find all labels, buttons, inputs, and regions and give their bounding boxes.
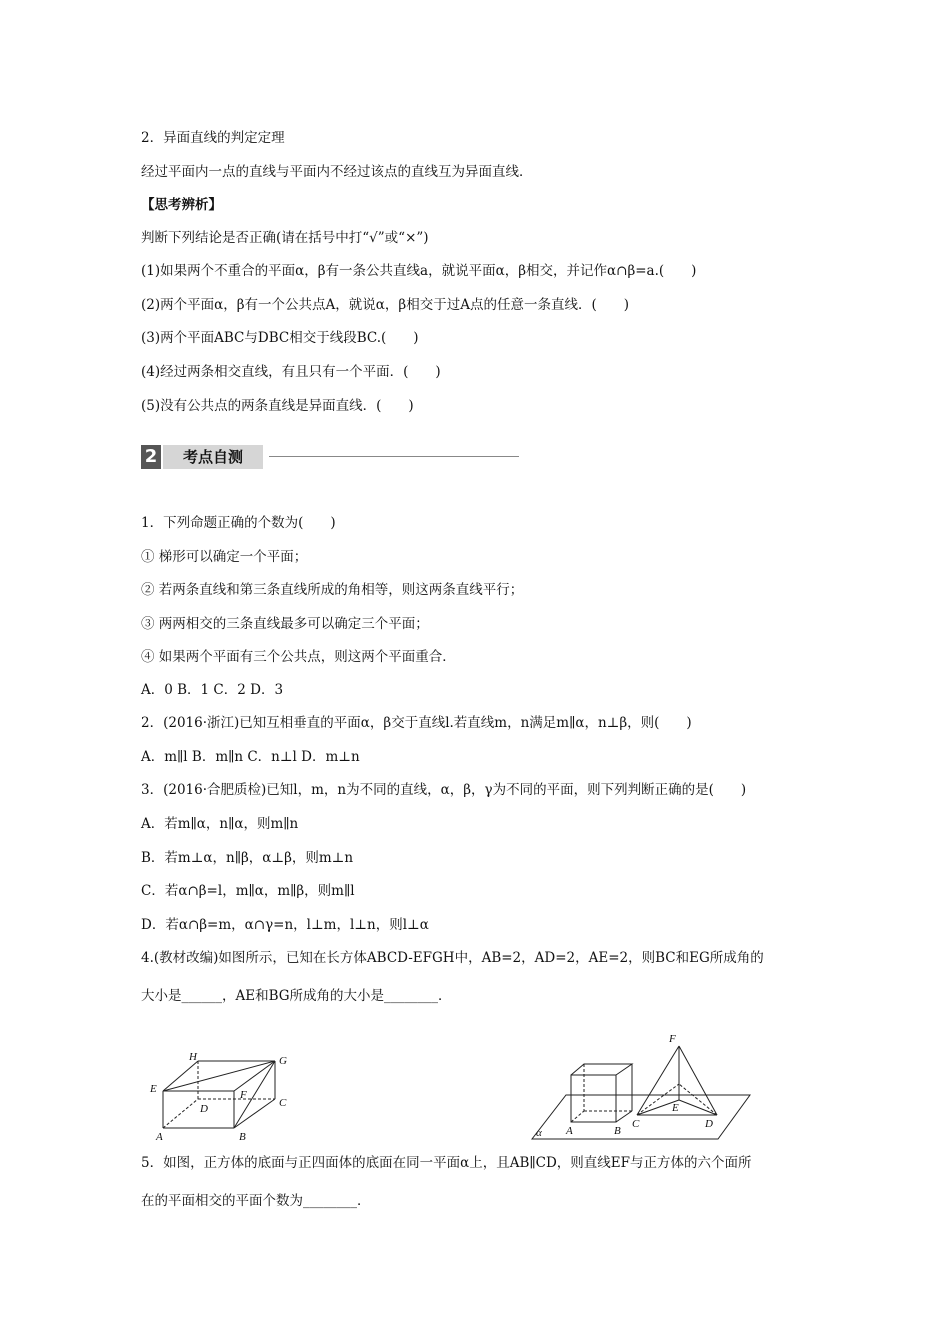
label-c2: C xyxy=(632,1118,640,1130)
cube-tetrahedron-figure xyxy=(528,1028,752,1143)
thinking-item-3: (3)两个平面ABC与DBC相交于线段BC.( ) xyxy=(141,330,419,346)
thinking-item-2: (2)两个平面α，β有一个公共点A，就说α，β相交于过A点的任意一条直线．( ) xyxy=(141,297,629,313)
label-f2: F xyxy=(669,1033,676,1045)
label-e2: E xyxy=(672,1102,679,1114)
q1-stem: 1．下列命题正确的个数为( ) xyxy=(141,515,336,531)
label-b2: B xyxy=(614,1125,621,1137)
q3-option-c: C．若α∩β=l，m∥α，m∥β，则m∥l xyxy=(141,883,355,899)
q1-prop-3: ③ 两两相交的三条直线最多可以确定三个平面； xyxy=(141,616,429,632)
q1-options: A．0 B．1 C．2 D．3 xyxy=(141,682,284,698)
section-divider xyxy=(269,456,519,457)
q1-prop-2: ② 若两条直线和第三条直线所成的角相等，则这两条直线平行； xyxy=(141,582,524,598)
q1-prop-1: ① 梯形可以确定一个平面； xyxy=(141,549,308,565)
q2-stem: 2．(2016·浙江)已知互相垂直的平面α，β交于直线l.若直线m，n满足m∥α，n⊥β，则( ) xyxy=(141,715,692,731)
thinking-item-1: (1)如果两个不重合的平面α，β有一条公共直线a，就说平面α，β相交，并记作α∩β=a.( ) xyxy=(141,263,697,279)
q3-option-a: A．若m∥α，n∥α，则m∥n xyxy=(141,816,299,832)
q3-stem: 3．(2016·合肥质检)已知l，m，n为不同的直线，α，β，γ为不同的平面，则下列判断正确的是( ) xyxy=(141,782,747,798)
theorem-heading: 2．异面直线的判定定理 xyxy=(141,130,285,146)
q1-prop-4: ④ 如果两个平面有三个公共点，则这两个平面重合． xyxy=(141,649,456,665)
section-header xyxy=(141,445,521,469)
thinking-instruction: 判断下列结论是否正确(请在括号中打“√”或“×”) xyxy=(141,230,429,246)
label-e: E xyxy=(150,1083,157,1095)
thinking-item-5: (5)没有公共点的两条直线是异面直线．( ) xyxy=(141,398,414,414)
label-g: G xyxy=(279,1055,287,1067)
label-d: D xyxy=(200,1103,208,1115)
section-number: 2 xyxy=(141,445,161,469)
cuboid-figure xyxy=(145,1050,305,1145)
thinking-title: 【思考辨析】 xyxy=(141,197,222,213)
theorem-text: 经过平面内一点的直线与平面内不经过该点的直线互为异面直线． xyxy=(141,164,533,180)
label-a: A xyxy=(156,1131,163,1143)
q3-option-b: B．若m⊥α，n∥β，α⊥β，则m⊥n xyxy=(141,850,354,866)
q3-option-d: D．若α∩β=m，α∩γ=n，l⊥m，l⊥n，则l⊥α xyxy=(141,917,429,933)
label-alpha: α xyxy=(536,1127,542,1139)
thinking-item-4: (4)经过两条相交直线，有且只有一个平面．( ) xyxy=(141,364,441,380)
label-b: B xyxy=(239,1131,246,1143)
label-c: C xyxy=(279,1097,287,1109)
label-a2: A xyxy=(566,1125,573,1137)
q4-line-2: 大小是______，AE和BG所成角的大小是________． xyxy=(141,988,452,1004)
q5-line-2: 在的平面相交的平面个数为________． xyxy=(141,1193,371,1209)
label-f: F xyxy=(240,1089,247,1101)
label-h: H xyxy=(189,1051,197,1063)
q2-options: A．m∥l B．m∥n C．n⊥l D．m⊥n xyxy=(141,749,360,765)
label-d2: D xyxy=(705,1118,713,1130)
section-title: 考点自测 xyxy=(163,445,263,469)
q4-line-1: 4.(教材改编)如图所示，已知在长方体ABCD-EFGH中，AB=2，AD=2，AE=2，则BC和EG所成角的 xyxy=(141,950,764,966)
q5-line-1: 5．如图，正方体的底面与正四面体的底面在同一平面α上，且AB∥CD，则直线EF与正方体的六个面所 xyxy=(141,1155,752,1171)
